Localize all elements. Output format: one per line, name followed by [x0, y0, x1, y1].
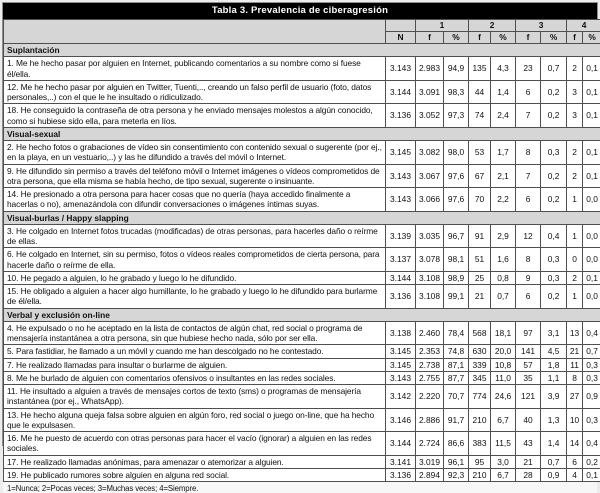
table-row: [4, 271, 600, 284]
n-value: 3.145: [386, 141, 416, 165]
pct-value: 0,7: [541, 57, 567, 81]
f-value: 8: [516, 141, 541, 165]
item-text: 5. Para fastidiar, he llamado a un móvil y cuando me han descolgado no he contestado.: [4, 345, 386, 358]
f-value: 57: [516, 358, 541, 371]
pct-value: 0,8: [491, 271, 516, 284]
pct-value: 99,1: [444, 285, 469, 309]
pct-value: 86,6: [444, 432, 469, 456]
f-value: 8: [567, 371, 583, 384]
item-text: 11. He insultado a alguien a través de mensajes cortos de texto (sms) o programas de mensajería instantánea (por ej., WhatsApp).: [4, 385, 386, 409]
n-value: 3.138: [386, 321, 416, 345]
pct-value: 1,3: [541, 408, 567, 432]
n-value: 3.144: [386, 80, 416, 104]
pct-value: 0,1: [583, 164, 600, 188]
f-value: 4: [567, 468, 583, 481]
table-row: [4, 285, 600, 309]
table-row: [4, 321, 600, 345]
section-row: [4, 308, 600, 321]
f-value: 3.091: [416, 80, 444, 104]
group-header-1: 1: [416, 20, 469, 32]
pct-value: 0,1: [583, 57, 600, 81]
pct-value: 0,3: [583, 358, 600, 371]
pct-value: 0,2: [541, 188, 567, 212]
pct-value: 0,4: [541, 224, 567, 248]
prevalence-table: [3, 19, 600, 482]
f-value: 74: [469, 104, 491, 128]
pct-value: 0,4: [583, 432, 600, 456]
section-label: Suplantación: [4, 44, 600, 57]
pct-value: 78,4: [444, 321, 469, 345]
item-text: 10. He pegado a alguien, lo he grabado y luego lo he difundido.: [4, 271, 386, 284]
pct-value: 10,8: [491, 358, 516, 371]
n-value: 3.144: [386, 432, 416, 456]
f-value: 10: [567, 408, 583, 432]
f-value: 345: [469, 371, 491, 384]
f-value: 23: [516, 57, 541, 81]
pct-value: 98,1: [444, 248, 469, 272]
pct-value: 0,4: [583, 321, 600, 345]
table-row: [4, 188, 600, 212]
f-value: 568: [469, 321, 491, 345]
f-value: 6: [567, 455, 583, 468]
item-text: 2. He hecho fotos o grabaciones de vídeo sin consentimiento con contenido sexual o sugerente (por ej., en la playa, en un vestuario,..) y las he difundido a través del móvil o Internet.: [4, 141, 386, 165]
item-text: 1. Me he hecho pasar por alguien en Internet, publicando comentarios a su nombre como si fuese él/ella.: [4, 57, 386, 81]
f-value: 383: [469, 432, 491, 456]
pct-column-header: %: [444, 32, 469, 44]
pct-value: 98,3: [444, 80, 469, 104]
f-value: 3.108: [416, 271, 444, 284]
n-value: 3.143: [386, 188, 416, 212]
pct-value: 0,0: [583, 188, 600, 212]
table-row: [4, 345, 600, 358]
f-value: 11: [567, 358, 583, 371]
pct-value: 3,9: [541, 385, 567, 409]
pct-value: 0,2: [541, 80, 567, 104]
item-text: 9. He difundido sin permiso a través del teléfono móvil o Internet imágenes o vídeos comprometidos de otra persona, que ella misma se había hecho, de tipo sexual, sugerente o insinuante.: [4, 164, 386, 188]
f-value: 3.035: [416, 224, 444, 248]
table-row: [4, 164, 600, 188]
pct-value: 0,1: [583, 104, 600, 128]
pct-value: 0,7: [491, 285, 516, 309]
f-value: 3.066: [416, 188, 444, 212]
f-value: 2: [567, 57, 583, 81]
f-value: 21: [516, 455, 541, 468]
pct-value: 0,2: [541, 285, 567, 309]
table-row: [4, 104, 600, 128]
n-value: 3.143: [386, 164, 416, 188]
n-value: 3.143: [386, 57, 416, 81]
f-value: 339: [469, 358, 491, 371]
pct-value: 4,5: [541, 345, 567, 358]
n-column-spacer: [386, 20, 416, 32]
pct-value: 0,1: [583, 80, 600, 104]
f-value: 91: [469, 224, 491, 248]
item-text: 4. He expulsado o no he aceptado en la lista de contactos de algún chat, red social o programa de mensajería instantánea a otra persona, sin que hubiese hecho nada, sólo por ser ella.: [4, 321, 386, 345]
f-value: 67: [469, 164, 491, 188]
pct-value: 0,3: [583, 408, 600, 432]
pct-value: 2,4: [491, 104, 516, 128]
group-header-3: 3: [516, 20, 567, 32]
pct-value: 96,7: [444, 224, 469, 248]
f-value: 9: [516, 271, 541, 284]
pct-value: 2,9: [491, 224, 516, 248]
pct-value: 96,1: [444, 455, 469, 468]
table-row: [4, 57, 600, 81]
pct-value: 11,0: [491, 371, 516, 384]
f-value: 3: [567, 104, 583, 128]
f-column-header: f: [567, 32, 583, 44]
f-value: 14: [567, 432, 583, 456]
f-value: 2.353: [416, 345, 444, 358]
table-title: Tabla 3. Prevalencia de ciberagresión: [3, 3, 597, 19]
n-value: 3.136: [386, 468, 416, 481]
pct-value: 0,3: [541, 248, 567, 272]
f-value: 2.724: [416, 432, 444, 456]
n-value: 3.141: [386, 455, 416, 468]
f-value: 210: [469, 408, 491, 432]
f-value: 135: [469, 57, 491, 81]
pct-value: 0,3: [583, 371, 600, 384]
pct-value: 0,7: [541, 455, 567, 468]
f-value: 28: [516, 468, 541, 481]
f-value: 6: [516, 80, 541, 104]
pct-column-header: %: [541, 32, 567, 44]
f-value: 1: [567, 224, 583, 248]
pct-value: 1,8: [541, 358, 567, 371]
item-text: 13. He hecho alguna queja falsa sobre alguien en algún foro, red social o juego on-line, que ha hecho que le expulsasen.: [4, 408, 386, 432]
pct-value: 2,1: [491, 164, 516, 188]
f-column-header: f: [416, 32, 444, 44]
pct-column-header: %: [491, 32, 516, 44]
table-row: [4, 468, 600, 481]
n-value: 3.139: [386, 224, 416, 248]
pct-value: 0,1: [583, 141, 600, 165]
pct-value: 6,7: [491, 408, 516, 432]
f-value: 43: [516, 432, 541, 456]
pct-value: 87,7: [444, 371, 469, 384]
section-row: [4, 211, 600, 224]
f-value: 3.067: [416, 164, 444, 188]
pct-value: 0,2: [541, 104, 567, 128]
f-value: 2.983: [416, 57, 444, 81]
pct-value: 0,9: [541, 468, 567, 481]
table-row: [4, 371, 600, 384]
f-value: 6: [516, 188, 541, 212]
n-value: 3.137: [386, 248, 416, 272]
pct-value: 6,7: [491, 468, 516, 481]
f-value: 2.738: [416, 358, 444, 371]
pct-value: 94,9: [444, 57, 469, 81]
section-row: [4, 44, 600, 57]
n-value: 3.136: [386, 104, 416, 128]
f-value: 44: [469, 80, 491, 104]
pct-value: 70,7: [444, 385, 469, 409]
f-value: 2: [567, 141, 583, 165]
table-row: [4, 385, 600, 409]
pct-value: 0,0: [583, 248, 600, 272]
item-text: 7. He realizado llamadas para insultar o burlarme de alguien.: [4, 358, 386, 371]
pct-value: 98,9: [444, 271, 469, 284]
f-value: 3.052: [416, 104, 444, 128]
f-value: 141: [516, 345, 541, 358]
pct-value: 98,0: [444, 141, 469, 165]
pct-value: 97,6: [444, 188, 469, 212]
item-text: 15. He obligado a alguien a hacer algo humillante, lo he grabado y luego lo he difundido para burlarme de él/ella.: [4, 285, 386, 309]
pct-value: 1,4: [491, 80, 516, 104]
pct-value: 0,0: [583, 285, 600, 309]
pct-value: 0,9: [583, 385, 600, 409]
pct-value: 91,7: [444, 408, 469, 432]
f-value: 774: [469, 385, 491, 409]
pct-value: 1,7: [491, 141, 516, 165]
f-value: 2.755: [416, 371, 444, 384]
f-value: 2.460: [416, 321, 444, 345]
pct-value: 24,6: [491, 385, 516, 409]
section-label: Visual-burlas / Happy slapping: [4, 211, 600, 224]
f-value: 8: [516, 248, 541, 272]
table-row: [4, 455, 600, 468]
pct-value: 0,2: [541, 164, 567, 188]
f-value: 27: [567, 385, 583, 409]
f-value: 3: [567, 80, 583, 104]
f-value: 3.078: [416, 248, 444, 272]
pct-value: 20,0: [491, 345, 516, 358]
f-value: 7: [516, 164, 541, 188]
f-value: 21: [469, 285, 491, 309]
n-value: 3.143: [386, 371, 416, 384]
table-row: [4, 358, 600, 371]
pct-value: 92,3: [444, 468, 469, 481]
pct-value: 4,3: [491, 57, 516, 81]
pct-value: 0,0: [583, 224, 600, 248]
item-text: 8. Me he burlado de alguien con comentarios ofensivos o insultantes en las redes sociales.: [4, 371, 386, 384]
table-row: [4, 408, 600, 432]
item-text: 18. He conseguido la contraseña de otra persona y he enviado mensajes molestos a algún conocido, como si hubiese sido ella, para meterla en líos.: [4, 104, 386, 128]
section-label: Visual-sexual: [4, 127, 600, 140]
item-text: 14. He presionado a otra persona para hacer cosas que no quería (haya accedido finalmente a hacerlas o no), amenazándola con difundir conversaciones o imágenes íntimas suyas.: [4, 188, 386, 212]
f-value: 70: [469, 188, 491, 212]
f-value: 3.082: [416, 141, 444, 165]
f-value: 1: [567, 188, 583, 212]
n-value: 3.145: [386, 345, 416, 358]
pct-value: 74,8: [444, 345, 469, 358]
f-column-header: f: [469, 32, 491, 44]
section-row: [4, 127, 600, 140]
pct-value: 0,3: [541, 271, 567, 284]
item-text: 17. He realizado llamadas anónimas, para amenazar o atemorizar a alguien.: [4, 455, 386, 468]
scale-footnote: 1=Nunca; 2=Pocas veces; 3=Muchas veces; 4=Siempre.: [3, 482, 597, 493]
pct-value: 0,7: [583, 345, 600, 358]
f-column-header: f: [516, 32, 541, 44]
item-text: 16. Me he puesto de acuerdo con otras personas para hacer el vacío (ignorar) a alguien en las redes sociales.: [4, 432, 386, 456]
table-row: [4, 224, 600, 248]
n-value: 3.145: [386, 358, 416, 371]
section-label: Verbal y exclusión on-line: [4, 308, 600, 321]
f-value: 13: [567, 321, 583, 345]
item-column-header: [4, 20, 386, 44]
pct-value: 3,0: [491, 455, 516, 468]
table-row: [4, 432, 600, 456]
item-text: 19. He publicado rumores sobre alguien en alguna red social.: [4, 468, 386, 481]
f-value: 2.220: [416, 385, 444, 409]
f-value: 51: [469, 248, 491, 272]
n-column-header: N: [386, 32, 416, 44]
pct-column-header: %: [583, 32, 600, 44]
table-row: [4, 141, 600, 165]
f-value: 12: [516, 224, 541, 248]
pct-value: 3,1: [541, 321, 567, 345]
f-value: 3.108: [416, 285, 444, 309]
table-row: [4, 248, 600, 272]
item-text: 6. He colgado en Internet, sin su permiso, fotos o vídeos reales comprometidos de cierta persona, para hacerle daño o reírme de ella.: [4, 248, 386, 272]
table-body: [4, 44, 600, 482]
group-header-4: 4: [567, 20, 600, 32]
pct-value: 0,3: [541, 141, 567, 165]
pct-value: 0,1: [583, 271, 600, 284]
pct-value: 97,3: [444, 104, 469, 128]
f-value: 2.894: [416, 468, 444, 481]
f-value: 121: [516, 385, 541, 409]
group-header-row: [4, 20, 600, 32]
group-header-2: 2: [469, 20, 516, 32]
f-value: 2: [567, 271, 583, 284]
f-value: 97: [516, 321, 541, 345]
f-value: 2.886: [416, 408, 444, 432]
f-value: 630: [469, 345, 491, 358]
pct-value: 0,1: [583, 468, 600, 481]
scanned-table-page: [2, 2, 598, 446]
n-value: 3.144: [386, 271, 416, 284]
n-value: 3.136: [386, 285, 416, 309]
pct-value: 0,2: [583, 455, 600, 468]
f-value: 2: [567, 164, 583, 188]
f-value: 21: [567, 345, 583, 358]
pct-value: 1,6: [491, 248, 516, 272]
item-text: 12. Me he hecho pasar por alguien en Twitter, Tuenti,.., creando un falso perfil de usuario (foto, datos personales,..) con el que le he insultado o ridiculizado.: [4, 80, 386, 104]
pct-value: 1,1: [541, 371, 567, 384]
pct-value: 87,1: [444, 358, 469, 371]
f-value: 35: [516, 371, 541, 384]
f-value: 3.019: [416, 455, 444, 468]
f-value: 53: [469, 141, 491, 165]
pct-value: 11,5: [491, 432, 516, 456]
f-value: 25: [469, 271, 491, 284]
f-value: 95: [469, 455, 491, 468]
f-value: 0: [567, 248, 583, 272]
table-row: [4, 80, 600, 104]
pct-value: 1,4: [541, 432, 567, 456]
f-value: 40: [516, 408, 541, 432]
pct-value: 18,1: [491, 321, 516, 345]
pct-value: 97,6: [444, 164, 469, 188]
f-value: 1: [567, 285, 583, 309]
f-value: 210: [469, 468, 491, 481]
n-value: 3.146: [386, 408, 416, 432]
pct-value: 2,2: [491, 188, 516, 212]
item-text: 3. He colgado en Internet fotos trucadas (modificadas) de otras personas, para hacerles daño o reírme de ellas.: [4, 224, 386, 248]
f-value: 6: [516, 285, 541, 309]
n-value: 3.142: [386, 385, 416, 409]
f-value: 7: [516, 104, 541, 128]
